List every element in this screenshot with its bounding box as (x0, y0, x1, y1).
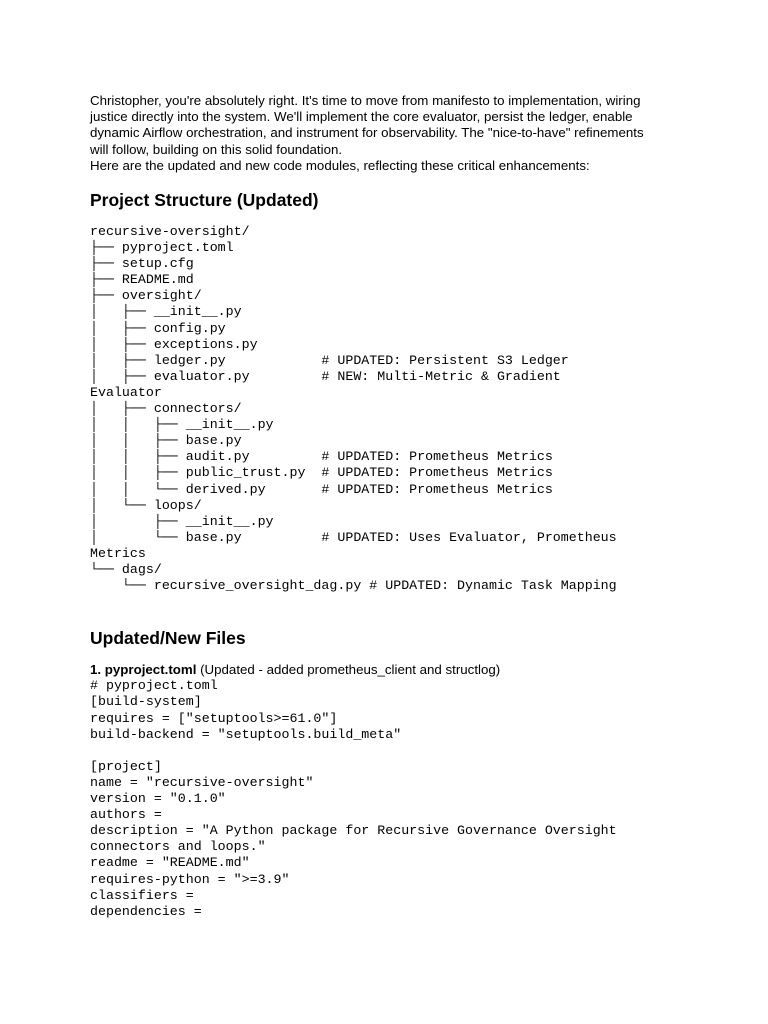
intro-paragraph: Christopher, you're absolutely right. It's time to move from manifesto to implementation, wiring justice directly into the system. We'll implement the core evaluator, persist the ledger, enable dynamic Airflow orchestration, and instrument for observability. The "nice-to-have" refinements will follow, building on this solid foundation. (90, 93, 644, 157)
project-structure-heading: Project Structure (Updated) (90, 190, 319, 211)
pyproject-code-block: # pyproject.toml [build-system] requires = ["setuptools>=61.0"] build-backend = "setuptools.build_meta" [project] name = "recursive-oversight" version = "0.1.0" authors = description = "A Python package for Recursive Governance Oversight connectors and loops." readme = "README.md" requires-python = ">=3.9" classifiers = dependencies = (90, 678, 617, 919)
updated-files-heading: Updated/New Files (90, 628, 246, 649)
file-1-title (90, 662, 690, 678)
document-page (90, 93, 690, 920)
intro-followup-paragraph: Here are the updated and new code modules, reflecting these critical enhancements: (90, 157, 590, 173)
file-1-name: 1. pyproject.toml (90, 662, 197, 678)
file-1-note: (Updated - added prometheus_client and structlog) (196, 662, 501, 678)
project-tree-code-block: recursive-oversight/ ├── pyproject.toml ├── setup.cfg ├── README.md ├── oversight/ │ ├── __init__.py │ ├── config.py │ ├── exceptions.py │ ├── ledger.py # UPDATED: Persistent S3 Ledger │ ├── evaluator.py # NEW: Multi-Metric & Gradient Evaluator │ ├── connectors/ │ │ ├── __init__.py │ │ ├── base.py │ │ ├── audit.py # UPDATED: Prometheus Metrics │ │ ├── public_trust.py # UPDATED: Prometheus Metrics │ │ └── derived.py # UPDATED: Prometheus Metrics │ └── loops/ │ ├── __init__.py │ └── base.py # UPDATED: Uses Evaluator, Prometheus Metrics └── dags/ └── recursive_oversight_dag.py # UPDATED: Dynamic Task Mapping (90, 224, 617, 594)
